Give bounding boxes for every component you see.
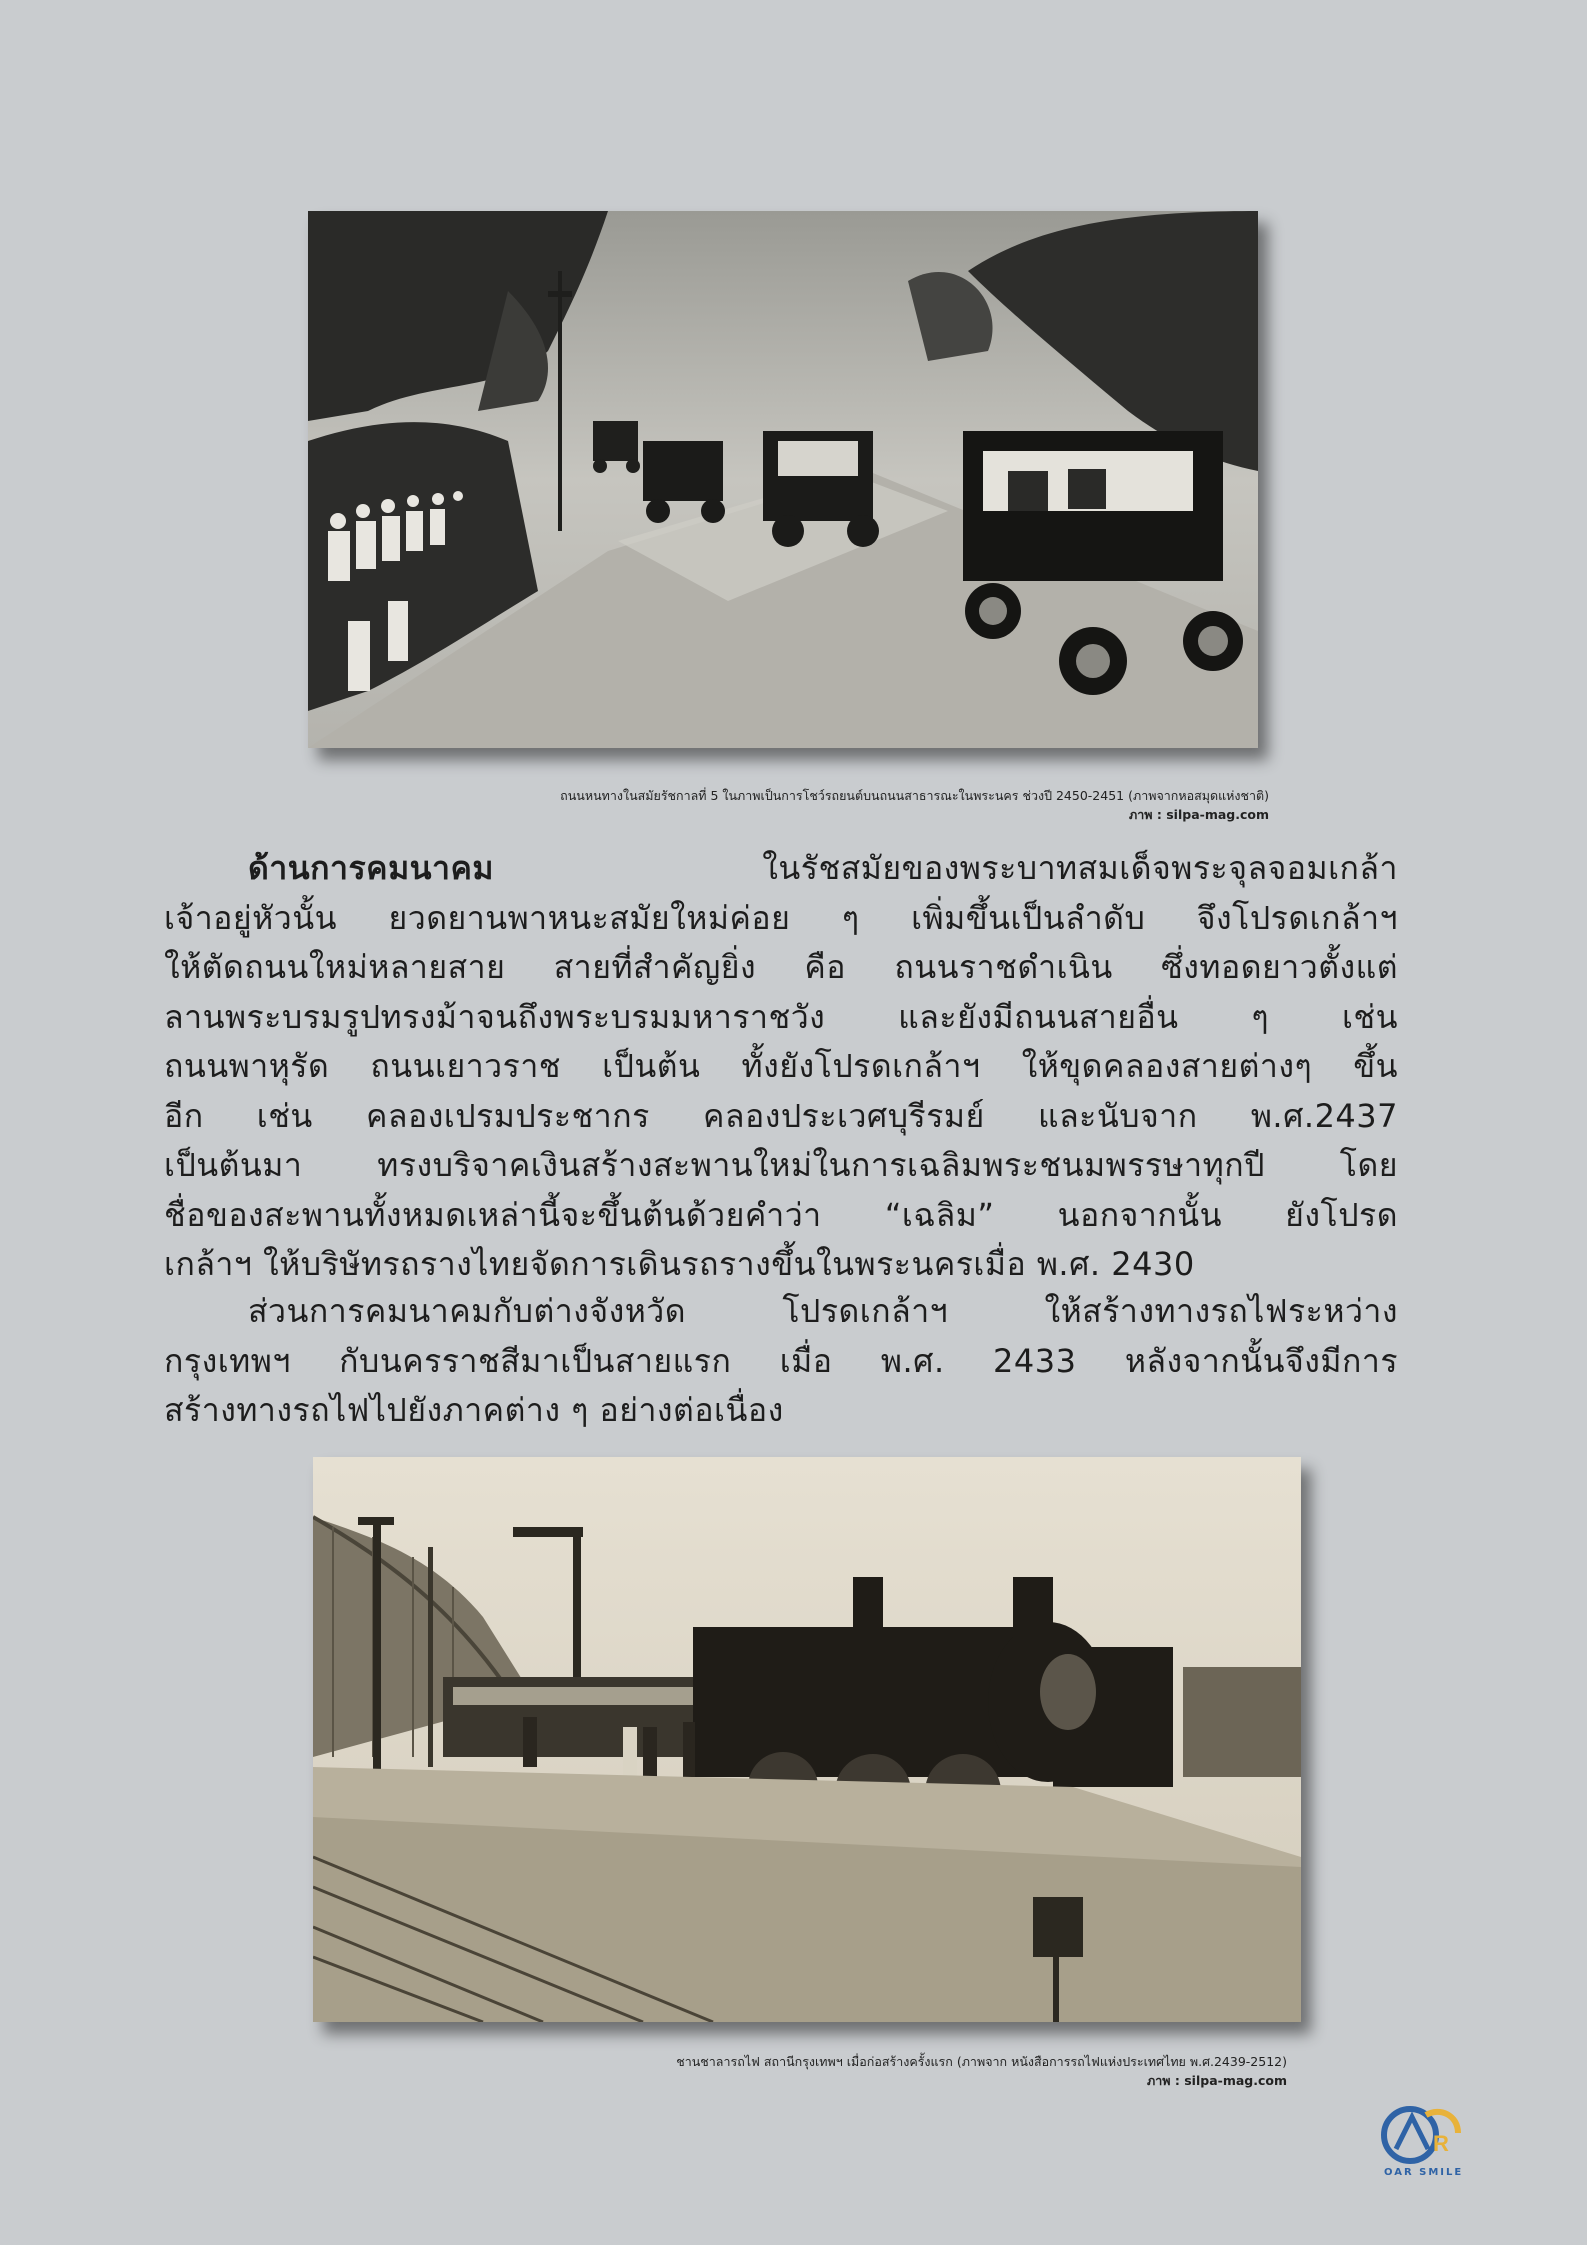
- paragraph1-line-3: ให้ตัดถนนใหม่หลายสาย สายที่สำคัญยิ่ง คือ ถนนราชดำเนิน ซึ่งทอดยาวตั้งแต่: [164, 948, 1398, 986]
- photo1-caption-text: ถนนหนทางในสมัยรัชกาลที่ 5 ในภาพเป็นการโชว์รถยนต์บนถนนสาธารณะในพระนคร ช่วงปี 2450-2451 (ภาพจากหอสมุดแห่งชาติ): [560, 788, 1269, 803]
- paragraph1-line-4: ลานพระบรมรูปทรงม้าจนถึงพระบรมมหาราชวัง และยังมีถนนสายอื่น ๆ เช่น: [164, 997, 1398, 1036]
- paragraph1-line-9: เกล้าฯ ให้บริษัทรถรางไทยจัดการเดินรถรางขึ้นในพระนครเมื่อ พ.ศ. 2430: [164, 1245, 1195, 1283]
- paragraph1-line-7: เป็นต้นมา ทรงบริจาคเงินสร้างสะพานใหม่ในการเฉลิมพระชนมพรรษาทุกปี โดย: [164, 1146, 1398, 1184]
- photo1-credit: ภาพ : silpa-mag.com: [1129, 807, 1269, 822]
- logo-brand-text: OAR SMILE: [1384, 2167, 1464, 2178]
- photo1-caption: [269, 786, 1269, 824]
- paragraph-transport: [164, 844, 1398, 1290]
- svg-text:R: R: [1433, 2131, 1449, 2156]
- paragraph1-line-8: ชื่อของสะพานทั้งหมดเหล่านี้จะขึ้นต้นด้วยคำว่า “เฉลิม” นอกจากนั้น ยังโปรด: [164, 1195, 1398, 1234]
- paragraph2-line-1: ส่วนการคมนาคมกับต่างจังหวัด โปรดเกล้าฯ ให้สร้างทางรถไฟระหว่าง: [248, 1292, 1398, 1330]
- paragraph2-line-2: กรุงเทพฯ กับนครราชสีมาเป็นสายแรก เมื่อ พ.ศ. 2433 หลังจากนั้นจึงมีการ: [164, 1341, 1399, 1380]
- paragraph1-lead: ด้านการคมนาคม: [248, 849, 494, 887]
- paragraph2-line-3: สร้างทางรถไฟไปยังภาคต่าง ๆ อย่างต่อเนื่อง: [164, 1391, 784, 1429]
- oar-smile-logo: [1378, 2103, 1473, 2183]
- paragraph1-line-2: เจ้าอยู่หัวนั้น ยวดยานพาหนะสมัยใหม่ค่อย ๆ เพิ่มขึ้นเป็นลำดับ จึงโปรดเกล้าฯ: [164, 898, 1398, 937]
- paragraph1-line-1: [164, 844, 1398, 894]
- photo2-caption: [287, 2052, 1287, 2090]
- paragraph-railway: [164, 1287, 1398, 1436]
- street-cars-photo: [308, 211, 1258, 748]
- paragraph1-line-6: อีก เช่น คลองเปรมประชากร คลองประเวศบุรีรมย์ และนับจาก พ.ศ.2437: [164, 1096, 1398, 1135]
- photo2-caption-text: ชานชาลารถไฟ สถานีกรุงเทพฯ เมื่อก่อสร้างครั้งแรก (ภาพจาก หนังสือการรถไฟแห่งประเทศไทย พ.ศ.2439-2512): [676, 2054, 1287, 2069]
- train-station-photo: [313, 1457, 1301, 2022]
- paragraph1-line-5: ถนนพาหุรัด ถนนเยาวราช เป็นต้น ทั้งยังโปรดเกล้าฯ ให้ขุดคลองสายต่างๆ ขึ้น: [164, 1047, 1398, 1085]
- oar-smile-logo-mark: [1378, 2103, 1473, 2169]
- paragraph1-line-1-text: ในรัชสมัยของพระบาทสมเด็จพระจุลจอมเกล้า: [494, 849, 1398, 887]
- photo2-credit: ภาพ : silpa-mag.com: [1147, 2073, 1287, 2088]
